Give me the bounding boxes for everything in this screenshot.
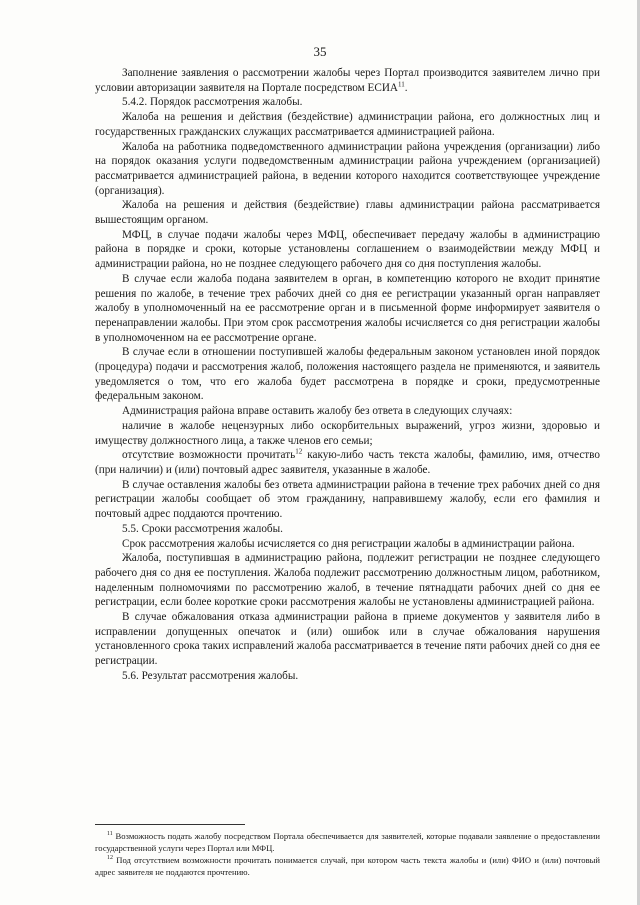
list-item: отсутствие возможности прочитать$^{12}$ какую-либо часть текста жалобы, фамилию, имя, отчество (при наличии) и (или) почтовый адрес заявителя, указанные в жалобе.: [95, 447, 600, 476]
footnote-divider: [95, 824, 245, 825]
footnote-ref: 12: [295, 447, 303, 456]
paragraph: Жалоба на решения и действия (бездействие) администрации района, его должностных лиц и государственных гражданских служащих рассматривается администрацией района.: [95, 111, 600, 138]
page-number: 35: [313, 44, 327, 59]
paragraph: Жалоба, поступившая в администрацию района, подлежит регистрации не позднее следующего рабочего дня со дня ее поступления. Жалоба подлежит рассмотрению должностным лицом, работником, наделенным полномочиями по рассмотрению жалоб, в течение пятнадцати рабочих дней со дня ее регистрации, если более короткие сроки рассмотрения жалобы не установлены администрацией района.: [95, 552, 600, 609]
section-heading: 5.4.2. Порядок рассмотрения жалобы.: [122, 96, 303, 109]
paragraph: Срок рассмотрения жалобы исчисляется со дня регистрации жалобы в администрации района.: [122, 537, 575, 550]
paragraph: Заполнение заявления о рассмотрении жалобы через Портал производится заявителем лично при условии авторизации заявителя на Портале посредством ЕСИА$^{11}$.: [95, 67, 600, 94]
paragraph: В случае если в отношении поступившей жалобы федеральным законом установлен иной порядок (процедура) подачи и рассмотрения жалоб, положения настоящего раздела не применяются, и заявитель уведомляется о том, что его жалоба будет рассмотрена в порядке и сроки, предусмотренные федеральным законом.: [95, 346, 600, 403]
paragraph: МФЦ, в случае подачи жалобы через МФЦ, обеспечивает передачу жалобы в администрацию района в порядке и сроки, которые установлены соглашением о взаимодействии между МФЦ и администрации района, но не позднее следующего рабочего дня со дня поступления жалобы.: [95, 228, 600, 271]
footnotes: [95, 830, 600, 878]
footnote: $^{12}$ Под отсутствием возможности прочитать понимается случай, при котором часть текста жалобы и (или) ФИО и (или) почтовый адрес заявителя не поддаются прочтению.: [95, 855, 600, 877]
footnote-ref: 11: [398, 79, 405, 88]
paragraph: Жалоба на работника подведомственного администрации района учреждения (организации) либо на порядок оказания услуги подведомственным администрации района учреждением (организацией) рассматривается администрацией района, в ведении которого находится соответствующее учреждение (организация).: [95, 140, 600, 197]
list-item: наличие в жалобе нецензурных либо оскорбительных выражений, угроз жизни, здоровью и имуществу должностного лица, а также членов его семьи;: [95, 419, 600, 447]
paragraph: В случае если жалоба подана заявителем в орган, в компетенцию которого не входит принятие решения по жалобе, в течение трех рабочих дней со дня ее регистрации указанный орган направляет жалобу в уполномоченный на ее рассмотрение орган и в письменной форме информирует заявителя о перенаправлении жалобы. При этом срок рассмотрения жалобы исчисляется со дня регистрации жалобы в уполномоченном на ее рассмотрение органе.: [95, 272, 600, 344]
body-text: [95, 66, 600, 684]
paragraph: В случае обжалования отказа администрации района в приеме документов у заявителя либо в исправлении допущенных опечаток и (или) ошибок или в случае обжалования нарушения установленного срока таких исправлений жалоба рассматривается в течение пяти рабочих дней со дня ее регистрации.: [95, 611, 600, 668]
section-heading: 5.6. Результат рассмотрения жалобы.: [122, 669, 299, 682]
paragraph: Администрация района вправе оставить жалобу без ответа в следующих случаях:: [122, 405, 513, 418]
footnote: $^{11}$ Возможность подать жалобу посредством Портала обеспечивается для заявителей, которые подавали заявление о предоставлении государственной услуги через Портал или МФЦ.: [95, 831, 600, 853]
paragraph: В случае оставления жалобы без ответа администрации района в течение трех рабочих дней со дня регистрации жалобы сообщает об этом гражданину, направившему жалобу, если его фамилия и почтовый адрес поддаются прочтению.: [95, 478, 600, 521]
paragraph: Жалоба на решения и действия (бездействие) главы администрации района рассматривается вышестоящим органом.: [95, 199, 600, 227]
section-heading: 5.5. Сроки рассмотрения жалобы.: [122, 522, 283, 535]
